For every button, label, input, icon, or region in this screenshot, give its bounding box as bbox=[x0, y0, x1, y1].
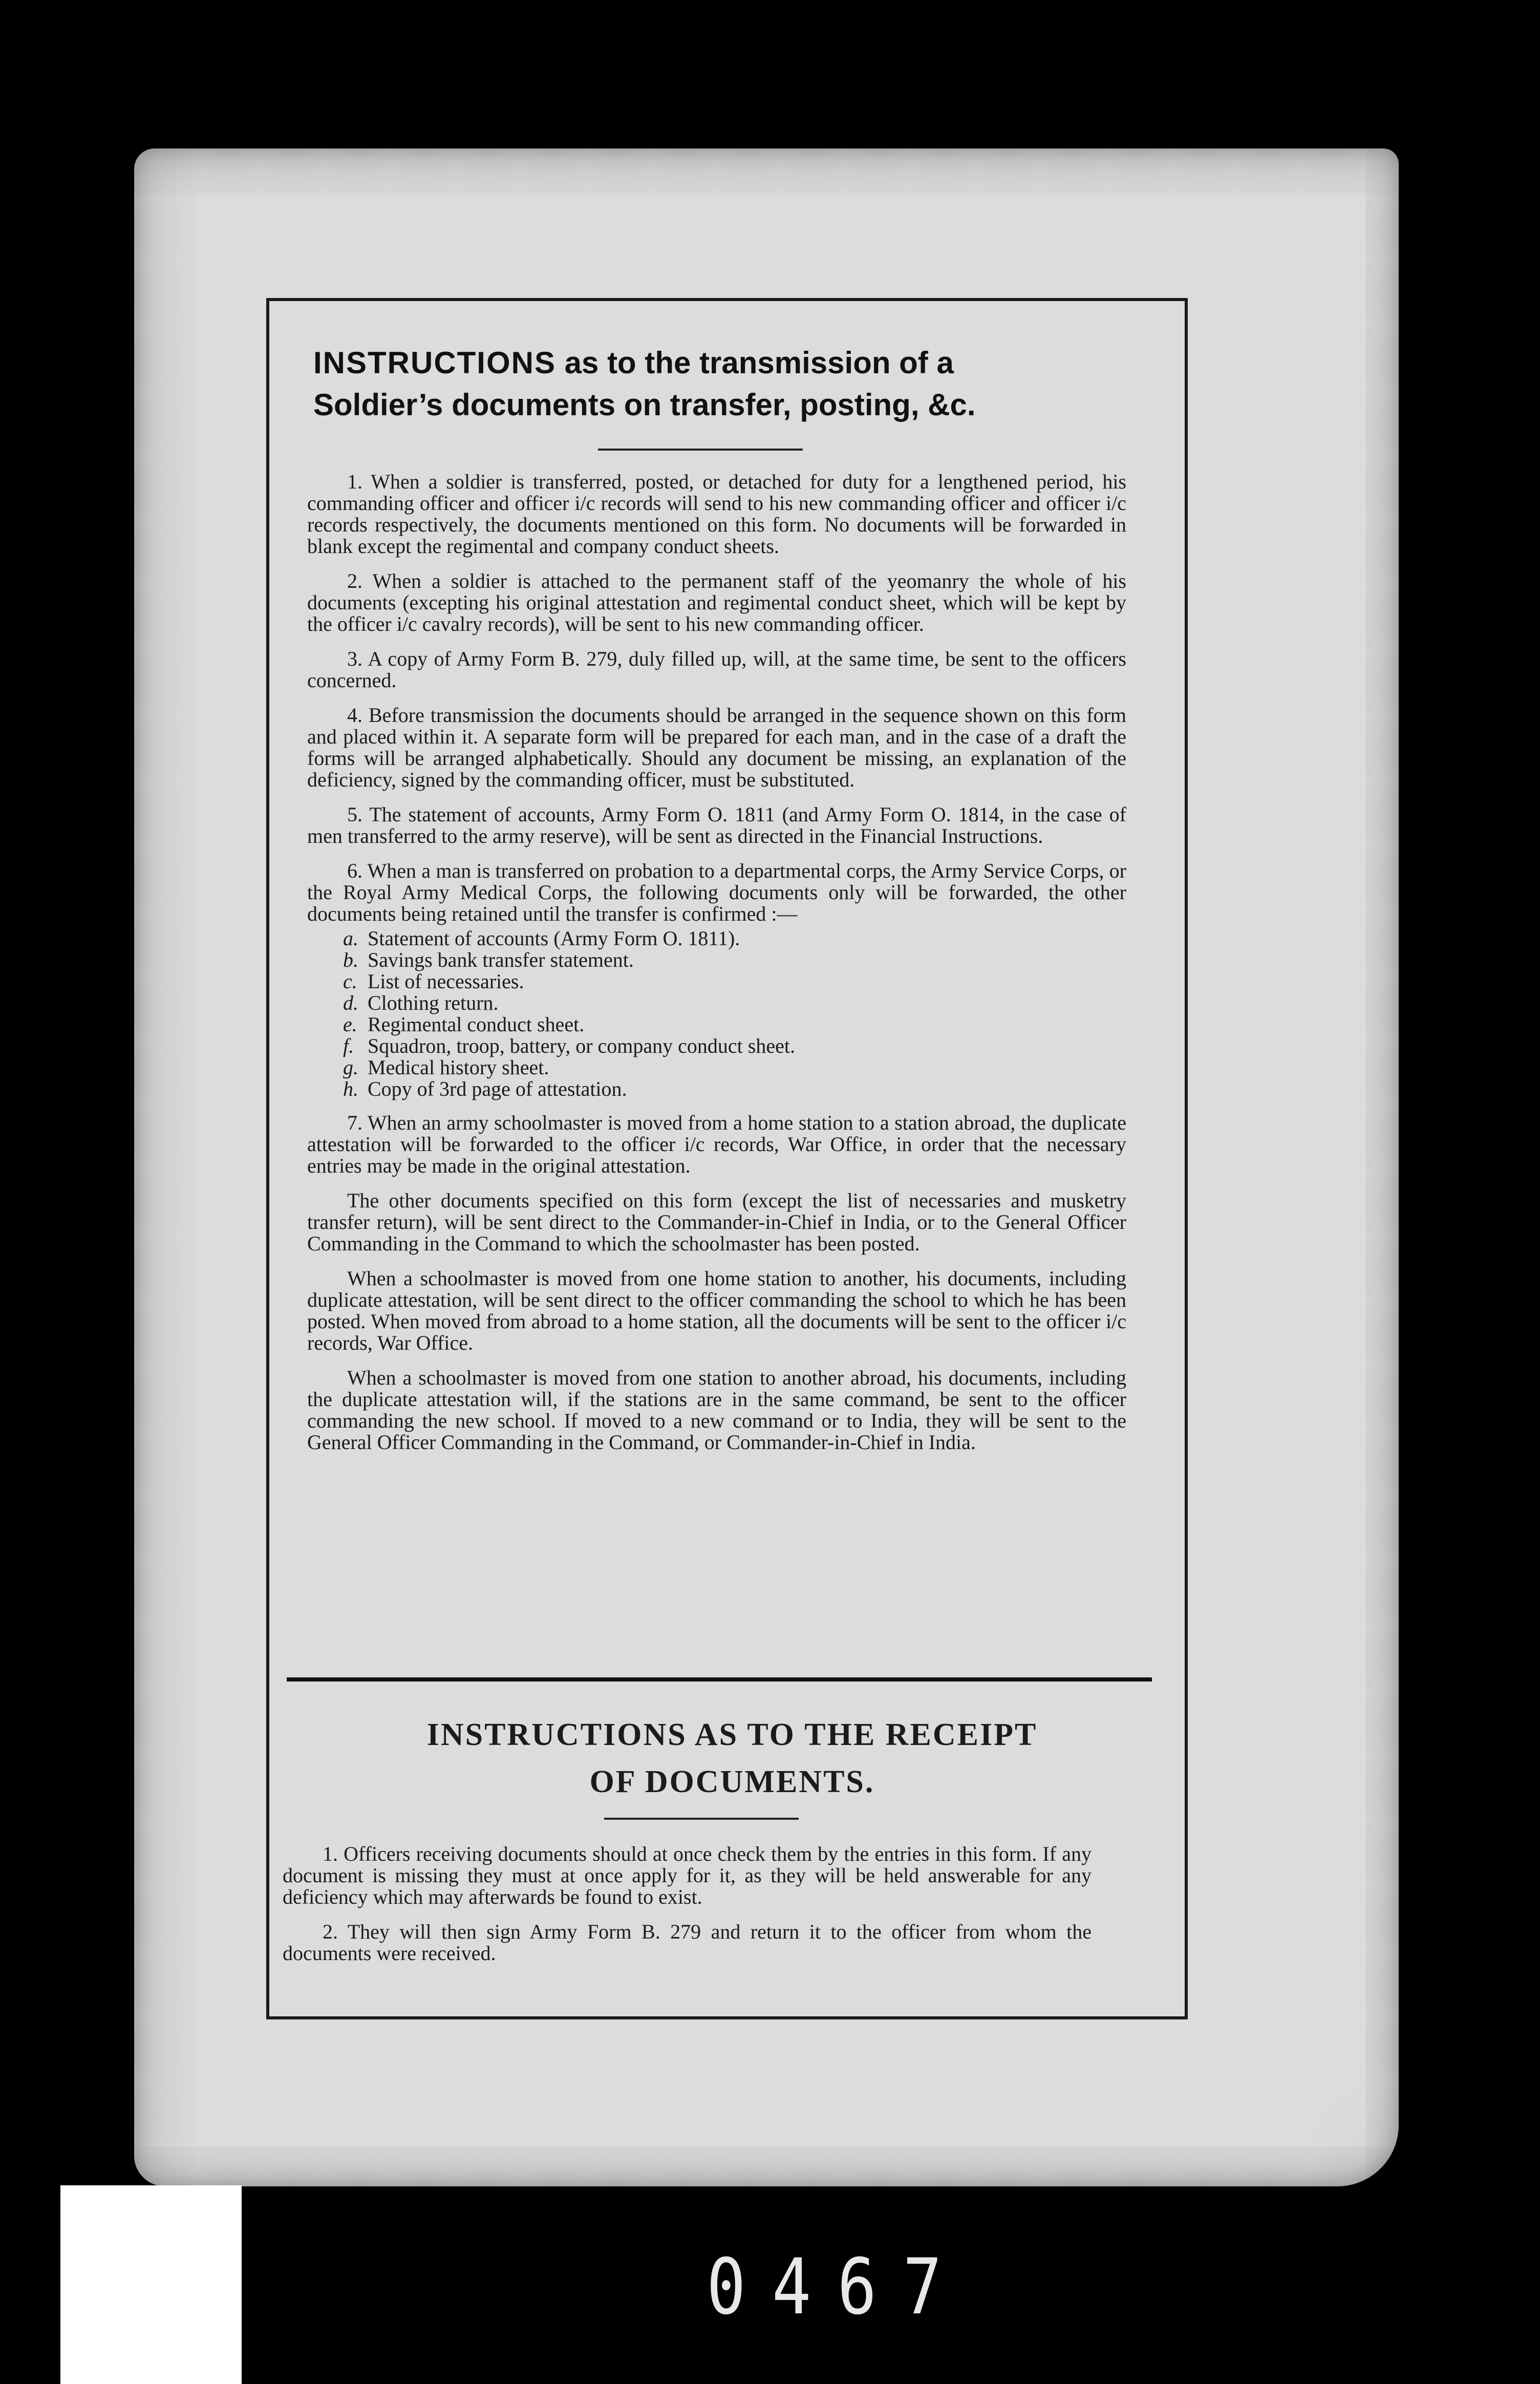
paragraph-7: 7. When an army schoolmaster is moved from a home station to a station abroad, the duplicate attestation will be forwarded to the officer i/c records, War Office, in order that the necessary entries may be made in the original attestation. bbox=[307, 1111, 1126, 1177]
paragraph-2: 2. When a soldier is attached to the permanent staff of the yeomanry the whole of his documents (excepting his original attestation and regimental conduct sheet, which will be kept by the officer i/c cavalry records), will be sent to his new commanding officer. bbox=[307, 569, 1126, 635]
paragraph-6: 6. When a man is transferred on probation to a departmental corps, the Army Service Corps, or the Royal Army Medical Corps, the following documents only will be forwarded, the other documents being retained until the transfer is confirmed :— bbox=[307, 859, 1126, 925]
paragraph-home-station: When a schoolmaster is moved from one home station to another, his documents, including duplicate attestation, will be sent direct to the officer commanding the school to which he has been posted. When moved from abroad to a home station, all the documents will be sent to the officer i/c records, War Office. bbox=[307, 1267, 1126, 1354]
paragraph-1: 1. When a soldier is transferred, posted, or detached for duty for a lengthened period, his commanding officer and officer i/c records will send to his new commanding officer and officer i/c records respectively, the documents mentioned on this form. No documents will be forwarded in blank except the regimental and company conduct sheets. bbox=[307, 470, 1126, 558]
paragraph-other-documents: The other documents specified on this form (except the list of necessaries and musketry transfer return), will be sent direct to the Commander-in-Chief in India, or to the General Officer Commanding in the Command to which the schoolmaster has been posted. bbox=[307, 1189, 1126, 1255]
folio-number: 0467 bbox=[707, 2243, 969, 2332]
heading-caps: INSTRUCTIONS bbox=[313, 346, 556, 380]
list-item: f. Squadron, troop, battery, or company conduct sheet. bbox=[343, 1034, 795, 1057]
list-item: b. Savings bank transfer statement. bbox=[343, 948, 634, 971]
list-item: g. Medical history sheet. bbox=[343, 1056, 549, 1079]
heading-divider bbox=[598, 449, 803, 451]
paragraph-3: 3. A copy of Army Form B. 279, duly filled up, will, at the same time, be sent to the officers concerned. bbox=[307, 647, 1126, 692]
receipt-paragraph-1: 1. Officers receiving documents should at once check them by the entries in this form. If any document is missing they must at once apply for it, as they will be held answerable for any deficiency which may afterwards be found to exist. bbox=[283, 1842, 1092, 1908]
heading-line2: Soldier’s documents on transfer, posting, &c. bbox=[313, 388, 976, 422]
receipt-paragraph-2: 2. They will then sign Army Form B. 279 and return it to the officer from whom the documents were received. bbox=[283, 1920, 1092, 1965]
list-item: e. Regimental conduct sheet. bbox=[343, 1013, 585, 1036]
paragraph-abroad: When a schoolmaster is moved from one station to another abroad, his documents, including the duplicate attestation will, if the stations are in the same command, be sent to the officer commanding the new school. If moved to a new command or to India, they will be sent to the General Officer Commanding in the Command, or Commander-in-Chief in India. bbox=[307, 1366, 1126, 1454]
receipt-divider bbox=[604, 1818, 799, 1820]
receipt-body bbox=[283, 1843, 1092, 1977]
receipt-heading-line2: OF DOCUMENTS. bbox=[589, 1764, 875, 1799]
receipt-heading bbox=[297, 1711, 1167, 1805]
receipt-heading-line1: INSTRUCTIONS AS TO THE RECEIPT bbox=[426, 1717, 1038, 1752]
paragraph-4: 4. Before transmission the documents should be arranged in the sequence shown on this form and placed within it. A separate form will be prepared for each man, and in the case of a draft the forms will be arranged alphabetically. Should any document be missing, an explanation of the deficiency, signed by the commanding officer, must be substituted. bbox=[307, 704, 1126, 791]
list-item: d. Clothing return. bbox=[343, 991, 499, 1014]
transmission-heading bbox=[313, 342, 1132, 426]
list-item: c. List of necessaries. bbox=[343, 970, 524, 993]
white-label-patch bbox=[60, 2185, 242, 2384]
transmission-body bbox=[307, 471, 1126, 1466]
documents-list bbox=[343, 928, 1126, 1100]
paragraph-5: 5. The statement of accounts, Army Form O. 1811 (and Army Form O. 1814, in the case of men transferred to the army reserve), will be sent as directed in the Financial Instructions. bbox=[307, 803, 1126, 847]
list-item: a. Statement of accounts (Army Form O. 1811). bbox=[343, 927, 740, 950]
section-divider bbox=[287, 1677, 1152, 1681]
heading-rest: as to the transmission of a bbox=[564, 346, 954, 380]
list-item: h. Copy of 3rd page of attestation. bbox=[343, 1077, 627, 1100]
